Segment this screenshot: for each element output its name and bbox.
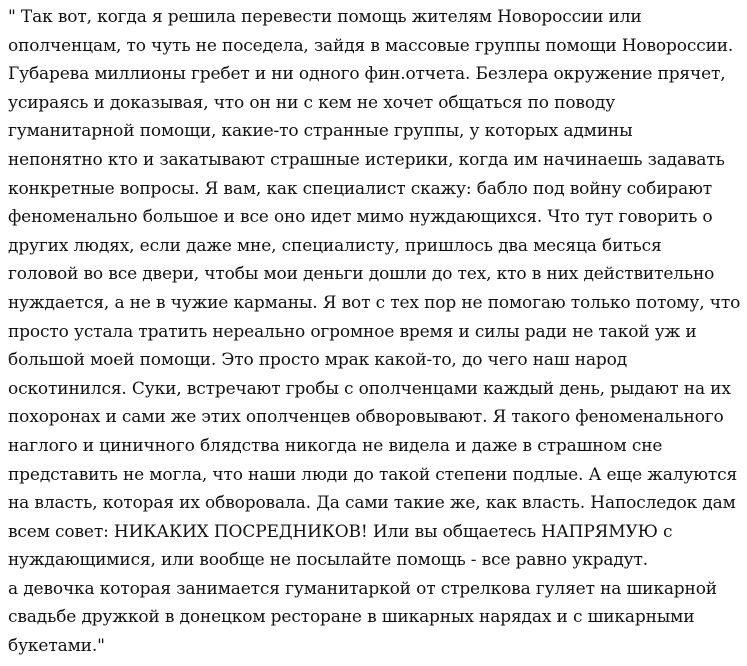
- quote-line: свадьбе дружкой в донецком ресторане в шикарных нарядах и с шикарными: [8, 607, 695, 628]
- quote-line: других людях, если даже мне, специалисту, пришлось два месяца биться: [8, 235, 662, 256]
- quote-line: букетами.": [8, 636, 105, 657]
- quote-line: ополченцам, то чуть не поседела, зайдя в массовые группы помощи Новороссии.: [8, 35, 734, 56]
- quote-line: нуждается, а не в чужие карманы. Я вот с тех пор не помогаю только потому, что: [8, 292, 741, 313]
- quote-line: просто устала тратить нереально огромное время и силы ради не такой уж и: [8, 321, 697, 342]
- quote-line: наглого и циничного блядства никогда не видела и даже в страшном сне: [8, 435, 663, 456]
- quote-line: феноменально большое и все оно идет мимо нуждающихся. Что тут говорить о: [8, 207, 713, 228]
- quote-line: большой моей помощи. Это просто мрак какой-то, до чего наш народ: [8, 350, 628, 371]
- quote-line: непонятно кто и закатывают страшные истерики, когда им начинаешь задавать: [8, 149, 725, 170]
- quote-line: похоронах и сами же этих ополченцев обворовывают. Я такого феноменального: [8, 407, 724, 428]
- quote-line: " Так вот, когда я решила перевести помощь жителям Новороссии или: [8, 7, 642, 27]
- quote-line: а девочка которая занимается гуманитаркой от стрелкова гуляет на шикарной: [8, 578, 717, 599]
- quote-line: гуманитарной помощи, какие-то странные группы, у которых админы: [8, 121, 633, 142]
- quote-line: представить не могла, что наши люди до такой степени подлые. А еще жалуются: [8, 464, 738, 485]
- quote-line: усираясь и доказывая, что он ни с кем не хочет общаться по поводу: [8, 92, 616, 113]
- quote-line: на власть, которая их обворовала. Да сами такие же, как власть. Напоследок дам: [8, 493, 736, 514]
- quote-line: нуждающимися, или вообще не посылайте помощь - все равно украдут.: [8, 550, 648, 571]
- quote-line: оскотинился. Суки, встречают гробы с ополченцами каждый день, рыдают на их: [8, 378, 731, 399]
- quote-line: всем совет: НИКАКИХ ПОСРЕДНИКОВ! Или вы общаетесь НАПРЯМУЮ с: [8, 521, 673, 542]
- quote-line: конкретные вопросы. Я вам, как специалист скажу: бабло под войну собирают: [8, 178, 713, 199]
- quote-line: головой во все двери, чтобы мои деньги дошли до тех, кто в них действительно: [8, 264, 715, 285]
- quote-line: Губарева миллионы гребет и ни одного фин.отчета. Безлера окружение прячет,: [8, 64, 726, 85]
